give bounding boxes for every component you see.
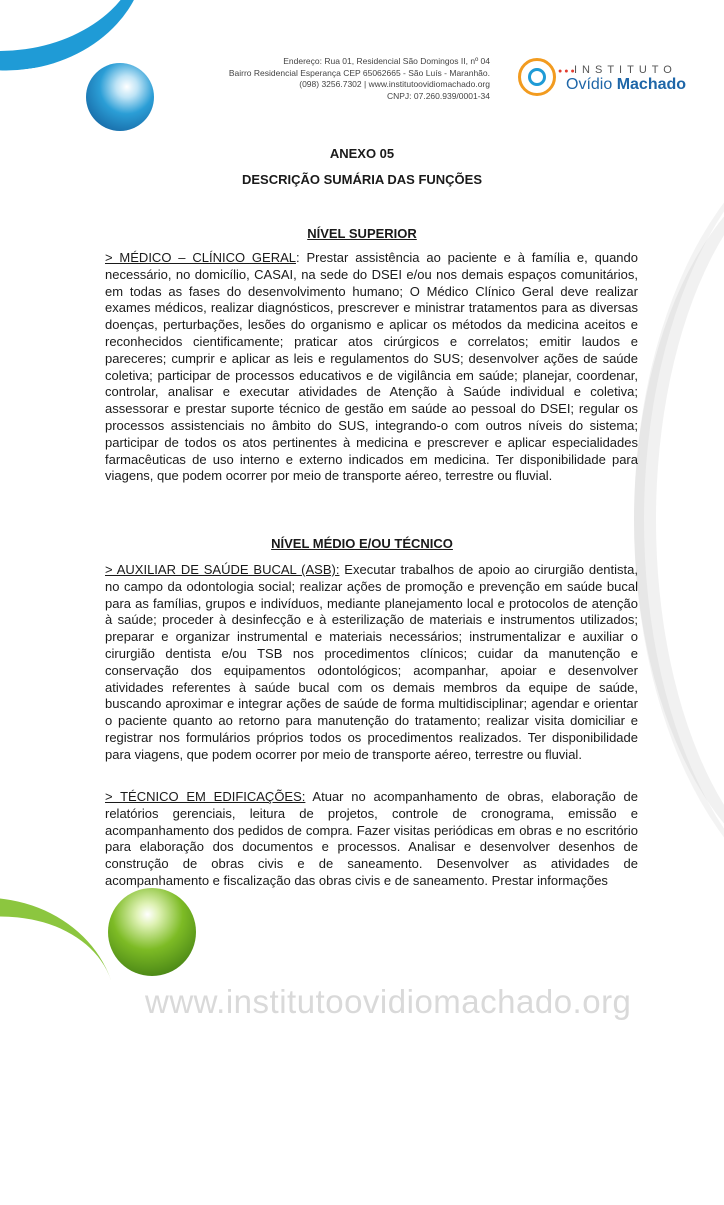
logo-name-part1: Ovídio xyxy=(566,76,613,93)
cnpj-line: CNPJ: 07.260.939/0001-34 xyxy=(386,90,490,101)
logo-dots-icon: ●●● xyxy=(558,68,577,75)
logo-name-part2: Machado xyxy=(616,76,687,93)
role-name: > TÉCNICO EM EDIFICAÇÕES: xyxy=(105,789,306,804)
role-name: > MÉDICO – CLÍNICO GERAL xyxy=(105,250,296,265)
role-description-tecnico-edificacoes xyxy=(105,789,638,897)
institute-logo xyxy=(518,56,698,100)
green-sphere-decoration xyxy=(108,888,196,976)
logo-emblem-icon xyxy=(518,58,556,96)
role-name: > AUXILIAR DE SAÚDE BUCAL (ASB): xyxy=(105,562,340,577)
role-text: Executar trabalhos de apoio ao cirurgião dentista, no campo da odontologia social; realizar ações de promoção e prevenção em saúde bucal para as famílias, grupos e indivíduos, mediante planejamento local e protocolos de atenção à saúde; proceder à desinfecção e à esterilização de materiais e instrumentos utilizados; preparar e organizar instrumental e materiais necessários; instrumentalizar e auxiliar o cirurgião dentista e/ou TSB nos procedimentos clínicos; cuidar da manutenção e conservação dos equipamentos odontológicos; acompanhar, apoiar e desenvolver atividades referentes à saúde bucal com os demais membros da equipe de saúde, buscando aproximar e integrar ações de saúde de forma multidisciplinar; agendar e orientar o paciente quanto ao retorno para manutenção do tratamento; realizar visita domiciliar e registrar nos formulários próprios todos os procedimentos realizados. Ter disponibilidade para viagens, que podem ocorrer por meio de transporte aéreo, terrestre ou fluvial. xyxy=(105,562,638,762)
role-text: Atuar no acompanhamento de obras, elaboração de relatórios gerenciais, leitura de projetos, controle de cronograma, emissão e acompanhamento dos pedidos de compra. Fazer visitas periódicas em obras e no escritório para elaboração dos documentos e processos. Analisar e desenvolver desenhos de construção de obras civis e de saneamento. Desenvolver as atividades de acompanhamento e fiscalização das obras civis e de saneamento. Prestar informações xyxy=(105,789,638,888)
annex-title: ANEXO 05 xyxy=(329,146,395,161)
section-title-nivel-superior: NÍVEL SUPERIOR xyxy=(307,226,417,241)
document-subtitle: DESCRIÇÃO SUMÁRIA DAS FUNÇÕES xyxy=(241,172,483,187)
address-line: Bairro Residencial Esperança CEP 65062665 - São Luís - Maranhão. xyxy=(228,67,490,78)
role-text: : Prestar assistência ao paciente e à família e, quando necessário, no domicílio, CASAI, na sede do DSEI e/ou nos demais espaços comunitários, em todas as fases do desenvolvimento humano; O Médico Clínico Geral deve realizar exames médicos, realizar diagnósticos, prescrever e ministrar tratamentos para as diversas doenças, perturbações, lesões do organismo e aplicar os métodos da medicina aceitos e reconhecidos cientificamente; praticar atos cirúrgicos e correlatos; emitir laudos e pareceres; cumprir e aplicar as leis e regulamentos do SUS; desenvolver ações de saúde coletiva; participar de processos educativos e de vigilância em saúde; planejar, coordenar, controlar, analisar e executar atividades de Atenção à Saúde individual e coletiva; assessorar e prestar suporte técnico de gestão em saúde ao pessoal do DSEI; regular os processos assistenciais no âmbito do SUS, integrando-o com outros níveis do sistema; participar de todos os atos pertinentes à medicina e prescrever e aplicar especialidades farmacêuticas de uso interno e externo indicados em medicina. Ter disponibilidade para viagens, que podem ocorrer por meio de transporte aéreo, terrestre ou fluvial. xyxy=(105,250,638,484)
green-swoosh-decoration xyxy=(0,857,156,1205)
role-description-medico xyxy=(105,250,638,485)
blue-swoosh-decoration xyxy=(0,0,160,87)
header-address xyxy=(229,56,490,102)
role-description-asb xyxy=(105,562,638,764)
logo-top-text: INSTITUTO xyxy=(574,64,677,76)
blue-sphere-decoration xyxy=(86,63,154,131)
section-title-nivel-medio: NÍVEL MÉDIO E/OU TÉCNICO xyxy=(271,536,453,551)
logo-name xyxy=(566,76,686,94)
footer-website-url: www.institutoovidiomachado.org xyxy=(145,983,632,1020)
address-line: Endereço: Rua 01, Residencial São Domingos II, nº 04 xyxy=(283,56,490,66)
contact-line: (098) 3256.7302 | www.institutoovidiomachado.org xyxy=(299,79,490,89)
gray-arc-decoration xyxy=(634,150,724,890)
